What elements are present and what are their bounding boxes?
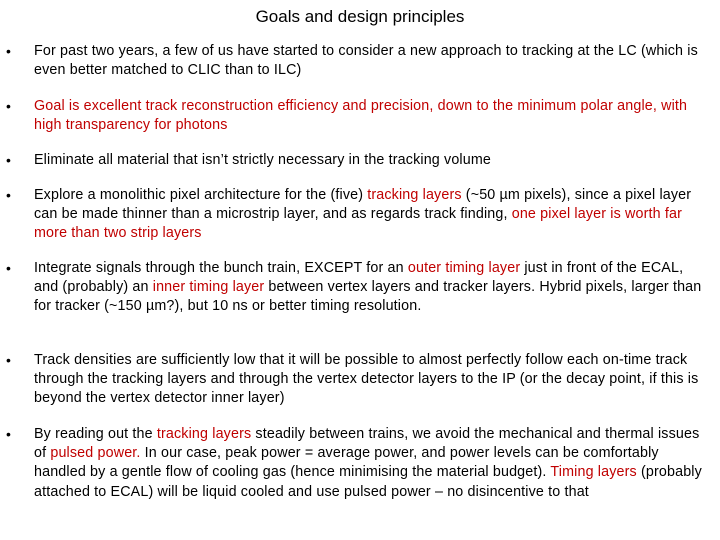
bullet-segment: Integrate signals through the bunch train, EXCEPT for an bbox=[34, 260, 408, 276]
bullet-segment-highlight: outer timing layer bbox=[407, 260, 521, 276]
bullet-segment: Explore a monolithic pixel architecture for the (five) bbox=[34, 187, 368, 203]
bullet-segment: steadily between trains, we avoid the mechanical and thermal issues of bbox=[34, 426, 700, 462]
bullet-segment: In our case, peak power = average power, and power levels can be comfortably handled by a gentle flow of cooling gas (hence minimising the material budget). bbox=[34, 445, 659, 481]
bullet-icon: • bbox=[6, 98, 11, 114]
bullet-text bbox=[34, 151, 710, 170]
bullet-text bbox=[34, 425, 710, 502]
bullet-segment: Track densities are sufficiently low that it will be possible to almost perfectly follow each on-time track through the tracking layers and through the vertex detector layers to the IP (or the decay point, if this is beyond the vertex detector inner layer) bbox=[34, 352, 699, 407]
bullet-text bbox=[34, 351, 710, 409]
bullet-segment: just in front of the ECAL, and (probably) an bbox=[34, 260, 684, 296]
bullet-segment-highlight: one pixel layer is worth far more than two strip layers bbox=[34, 206, 683, 242]
bullet-icon: • bbox=[6, 152, 11, 168]
bullet-segment-highlight: pulsed power. bbox=[50, 445, 141, 462]
bullet-segment: Eliminate all material that isn’t strictly necessary in the tracking volume bbox=[34, 152, 492, 168]
bullet-segment-highlight: Timing layers bbox=[550, 464, 637, 481]
slide-title: Goals and design principles bbox=[255, 7, 465, 26]
bullet-segment-highlight: Goal is excellent track reconstruction efficiency and precision, down to the minimum polar angle, with high transparency for photons bbox=[34, 98, 688, 134]
bullet-icon: • bbox=[6, 43, 11, 59]
bullet-segment-highlight: tracking layers bbox=[156, 426, 252, 442]
bullet-segment: By reading out the bbox=[34, 426, 157, 442]
bullet-text bbox=[34, 186, 710, 244]
bullet-segment: (~50 µm pixels), since a pixel layer can be made thinner than a microstrip layer, and as regards track finding, bbox=[34, 187, 692, 223]
bullet-text bbox=[34, 42, 710, 80]
bullet-icon: • bbox=[6, 260, 11, 276]
bullet-text bbox=[34, 97, 710, 135]
bullet-icon: • bbox=[6, 426, 11, 442]
bullet-icon: • bbox=[6, 352, 11, 368]
bullet-segment-highlight: tracking layers bbox=[367, 187, 462, 203]
bullet-segment: For past two years, a few of us have started to consider a new approach to tracking at the LC (which is even better matched to CLIC than to ILC) bbox=[34, 43, 698, 79]
bullet-text bbox=[34, 259, 710, 317]
bullet-segment: (probably attached to ECAL) will be liquid cooled and use pulsed power – no disincentive to that bbox=[34, 464, 702, 500]
bullet-icon: • bbox=[6, 187, 11, 203]
bullet-segment: between vertex layers and tracker layers. Hybrid pixels, larger than for tracker (~150 µm?), but 10 ns or better timing resolution. bbox=[34, 279, 702, 315]
bullet-segment-highlight: inner timing layer bbox=[152, 279, 265, 296]
